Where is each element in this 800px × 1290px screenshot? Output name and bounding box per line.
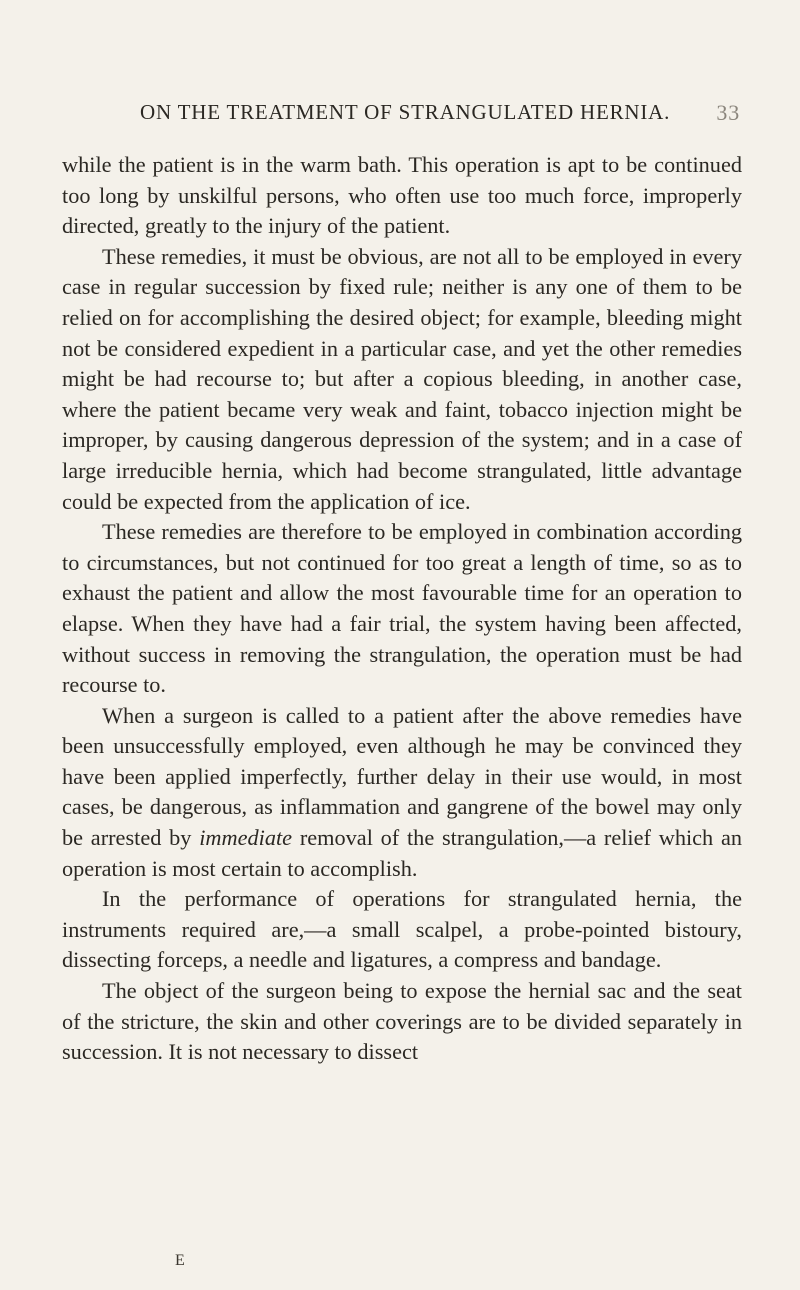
running-title: ON THE TREATMENT OF STRANGULATED HERNIA. — [140, 100, 671, 124]
paragraph-4-text-end: removal of the strangulation,—a relief which an operation is most certain to accomplish. — [62, 825, 743, 881]
emphasis-immediate: immediate — [199, 825, 293, 851]
body-text — [62, 150, 742, 1068]
signature-mark: E — [175, 1252, 186, 1269]
paragraph-2: These remedies, it must be obvious, are not all to be employed in every case in regular succession by fixed rule; neither is any one of them to be relied on for accomplishing the desired object; for example, bleeding might not be considered expedient in a particular case, and yet the other remedies might be had recourse to; but after a copious bleeding, in another case, where the patient became very weak and faint, tobacco injection might be improper, by causing dangerous depression of the system; and in a case of large irreducible hernia, which had become strangulated, little advantage could be expected from the application of ice. — [62, 243, 742, 514]
running-head — [140, 100, 740, 130]
paragraph-1: while the patient is in the warm bath. This operation is apt to be continued too long by unskilful persons, who often use too much force, improperly directed, greatly to the injury of the patient. — [62, 152, 742, 239]
page-number: 33 — [716, 100, 740, 125]
paragraph-4 — [62, 701, 742, 885]
paragraph-3: These remedies are therefore to be employed in combination according to circumstances, but not continued for too great a length of time, so as to exhaust the patient and allow the most favourable time for an operation to elapse. When they have had a fair trial, the system having been affected, without success in removing the strangulation, the operation must be had recourse to. — [62, 519, 742, 698]
paragraph-4-text-start: When a surgeon is called to a patient after the above remedies have been unsuccessfully employed, even although he may be convinced they have been applied imperfectly, further delay in their use would, in most cases, be dangerous, as inflammation and gangrene of the bowel may only be arrested by — [62, 702, 742, 851]
paragraph-6: The object of the surgeon being to expose the hernial sac and the seat of the stricture, the skin and other coverings are to be divided separately in succession. It is not necessary to dissect — [62, 978, 742, 1065]
paragraph-5: In the performance of operations for strangulated hernia, the instruments required are,—a small scalpel, a probe-pointed bistoury, dissecting forceps, a needle and ligatures, a compress and bandage. — [62, 886, 742, 973]
